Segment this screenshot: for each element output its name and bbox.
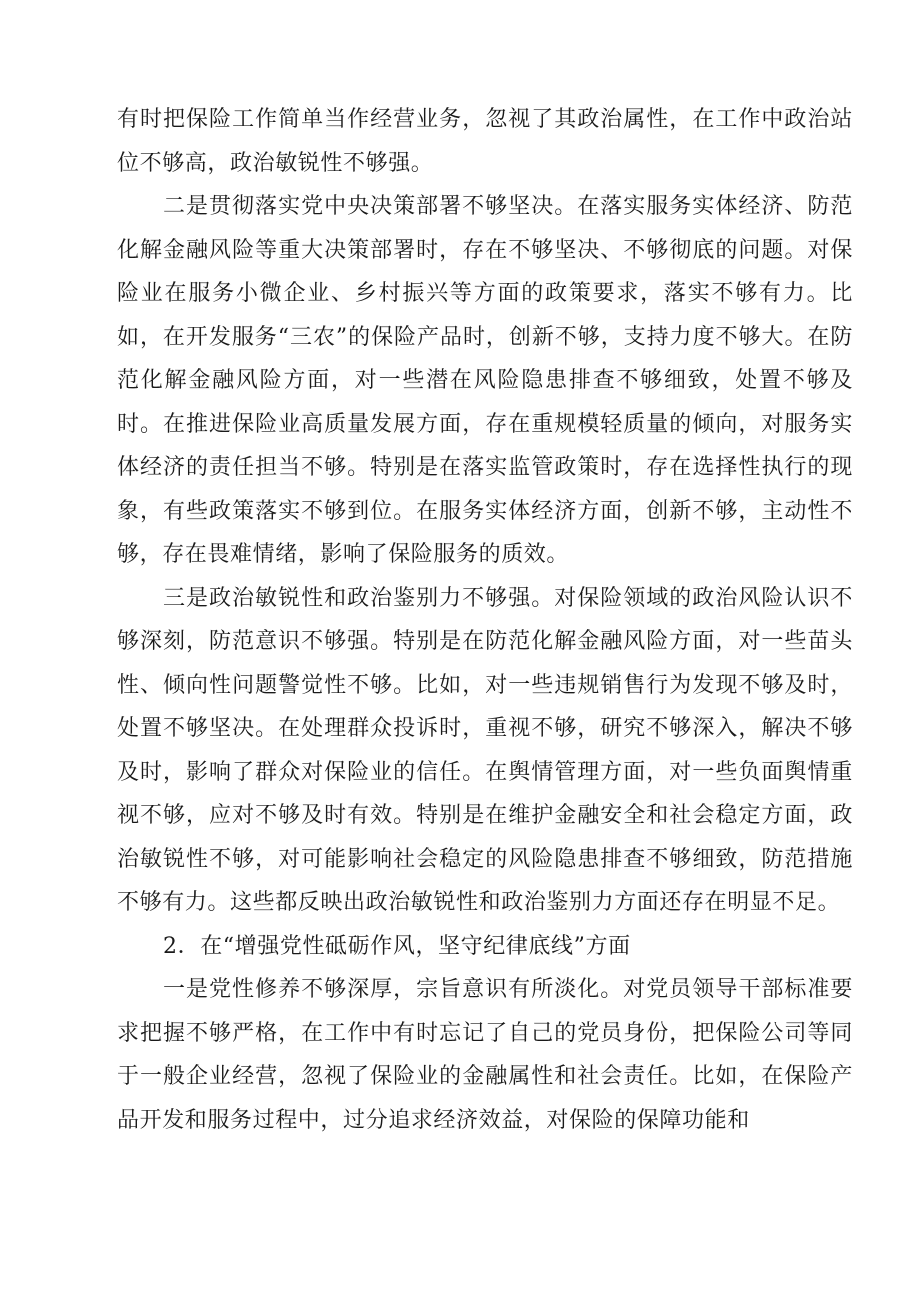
section-heading-2: 2．在“增强党性砥砺作风，坚守纪律底线”方面	[163, 933, 631, 959]
paragraph-party-spirit: 一是党性修养不够深厚，宗旨意识有所淡化。对党员领导干部标准要求把握不够严格，在工作中有时忘记了自己的党员身份，把保险公司等同于一般企业经营，忽视了保险业的金融属性和社会责任。比如，在保险产品开发和服务过程中，过分追求经济效益，对保险的保障功能和	[117, 977, 853, 1133]
paragraph-decision-implementation: 二是贯彻落实党中央决策部署不够坚决。在落实服务实体经济、防范化解金融风险等重大决策部署时，存在不够坚决、不够彻底的问题。对保险业在服务小微企业、乡村振兴等方面的政策要求，落实不够有力。比如，在开发服务“三农”的保险产品时，创新不够，支持力度不够大。在防范化解金融风险方面，对一些潜在风险隐患排查不够细致，处置不够及时。在推进保险业高质量发展方面，存在重规模轻质量的倾向，对服务实体经济的责任担当不够。特别是在落实监管政策时，存在选择性执行的现象，有些政策落实不够到位。在服务实体经济方面，创新不够，主动性不够，存在畏难情绪，影响了保险服务的质效。	[117, 194, 853, 567]
document-body	[117, 98, 853, 1142]
paragraph-political-stance-continued: 有时把保险工作简单当作经营业务，忽视了其政治属性，在工作中政治站位不够高，政治敏锐性不够强。	[117, 107, 853, 176]
paragraph-political-sensitivity: 三是政治敏锐性和政治鉴别力不够强。对保险领域的政治风险认识不够深刻，防范意识不够强。特别是在防范化解金融风险方面，对一些苗头性、倾向性问题警觉性不够。比如，对一些违规销售行为发现不够及时，处置不够坚决。在处理群众投诉时，重视不够，研究不够深入，解决不够及时，影响了群众对保险业的信任。在舆情管理方面，对一些负面舆情重视不够，应对不够及时有效。特别是在维护金融安全和社会稳定方面，政治敏锐性不够，对可能影响社会稳定的风险隐患排查不够细致，防范措施不够有力。这些都反映出政治敏锐性和政治鉴别力方面还存在明显不足。	[117, 585, 853, 915]
